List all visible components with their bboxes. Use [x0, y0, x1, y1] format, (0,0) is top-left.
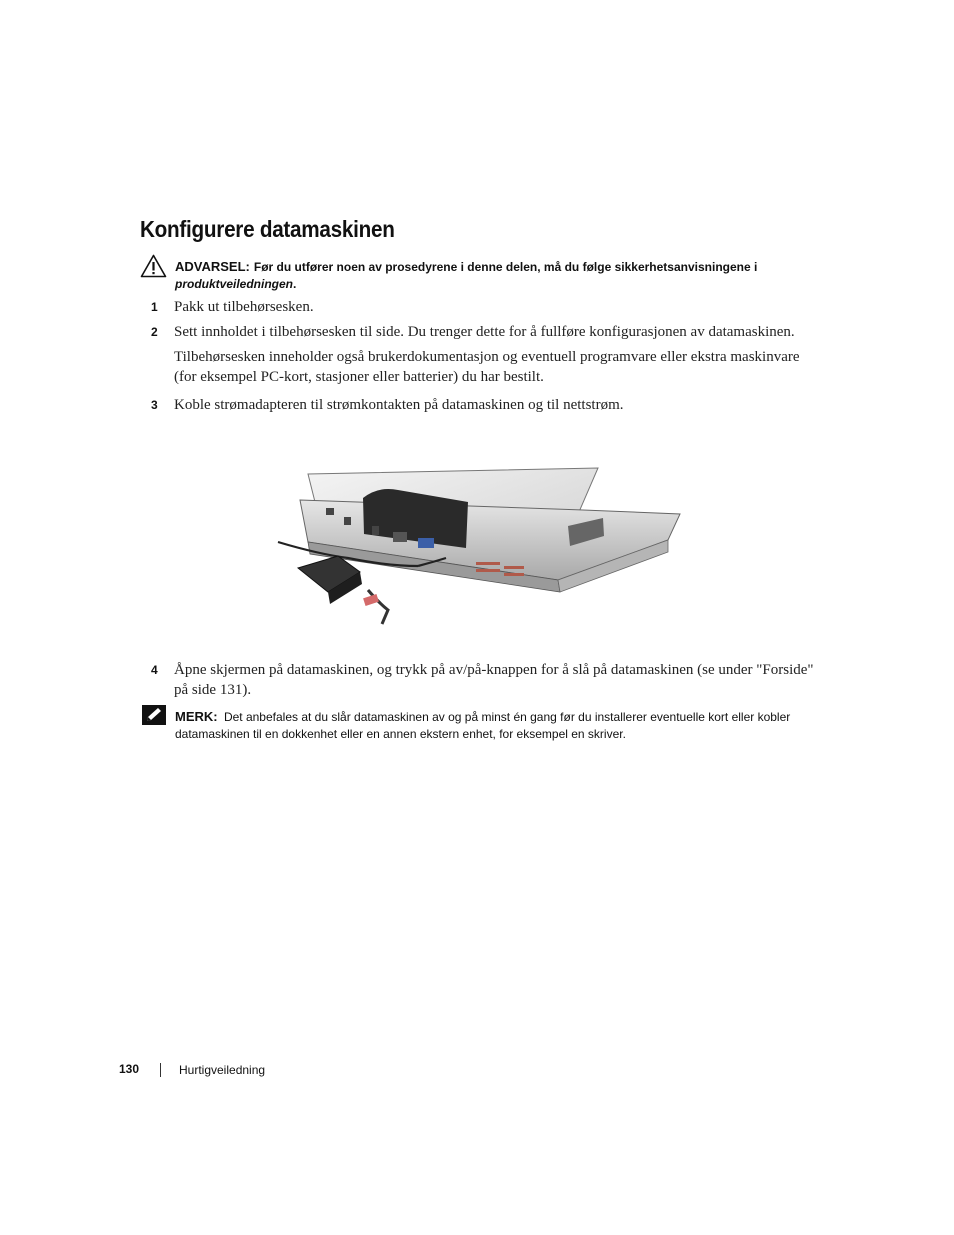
step-number-3: 3: [151, 398, 158, 412]
page-number: 130: [119, 1062, 140, 1076]
warning-end: .: [293, 277, 297, 291]
step-number-4: 4: [151, 663, 158, 677]
warning-emphasis: produktveiledningen: [175, 277, 294, 291]
note-callout: [175, 708, 825, 743]
warning-text: Før du utfører noen av prosedyrene i denne delen, må du følge sikkerhetsanvisningene i: [253, 260, 758, 274]
laptop-power-adapter-illustration: [268, 462, 688, 632]
step-text-3: Koble strømadapteren til strømkontakten på datamaskinen og til nettstrøm.: [174, 397, 624, 413]
step-2-paragraph: Tilbehørsesken inneholder også brukerdokumentasjon og eventuell programvare eller ekstra maskinvare (for eksempel PC-kort, stasjoner eller batterier) du har bestilt.: [174, 349, 800, 385]
warning-callout: [175, 258, 825, 293]
footer-divider: [160, 1063, 161, 1077]
note-label: MERK:: [175, 709, 218, 724]
page-title: Konfigurere datamaskinen: [140, 216, 395, 242]
step-text-2: Sett innholdet i tilbehørsesken til side. Du trenger dette for å fullføre konfigurasjonen av datamaskinen.: [174, 324, 795, 340]
pencil-note-icon: [142, 705, 166, 725]
warning-label: ADVARSEL:: [175, 259, 250, 274]
step-number-1: 1: [151, 300, 158, 314]
note-text: Det anbefales at du slår datamaskinen av og på minst én gang før du installerer eventuelle kort eller kobler datamaskinen til en dokkenhet eller en annen ekstern enhet, for eksempel en skriver.: [175, 710, 791, 741]
footer-section-title: Hurtigveiledning: [179, 1063, 266, 1077]
step-text-1: Pakk ut tilbehørsesken.: [174, 299, 314, 315]
step-text-4: Åpne skjermen på datamaskinen, og trykk på av/på-knappen for å slå på datamaskinen (se under "Forside" på side 131).: [174, 662, 814, 698]
step-number-2: 2: [151, 325, 158, 339]
warning-icon: [140, 254, 167, 278]
